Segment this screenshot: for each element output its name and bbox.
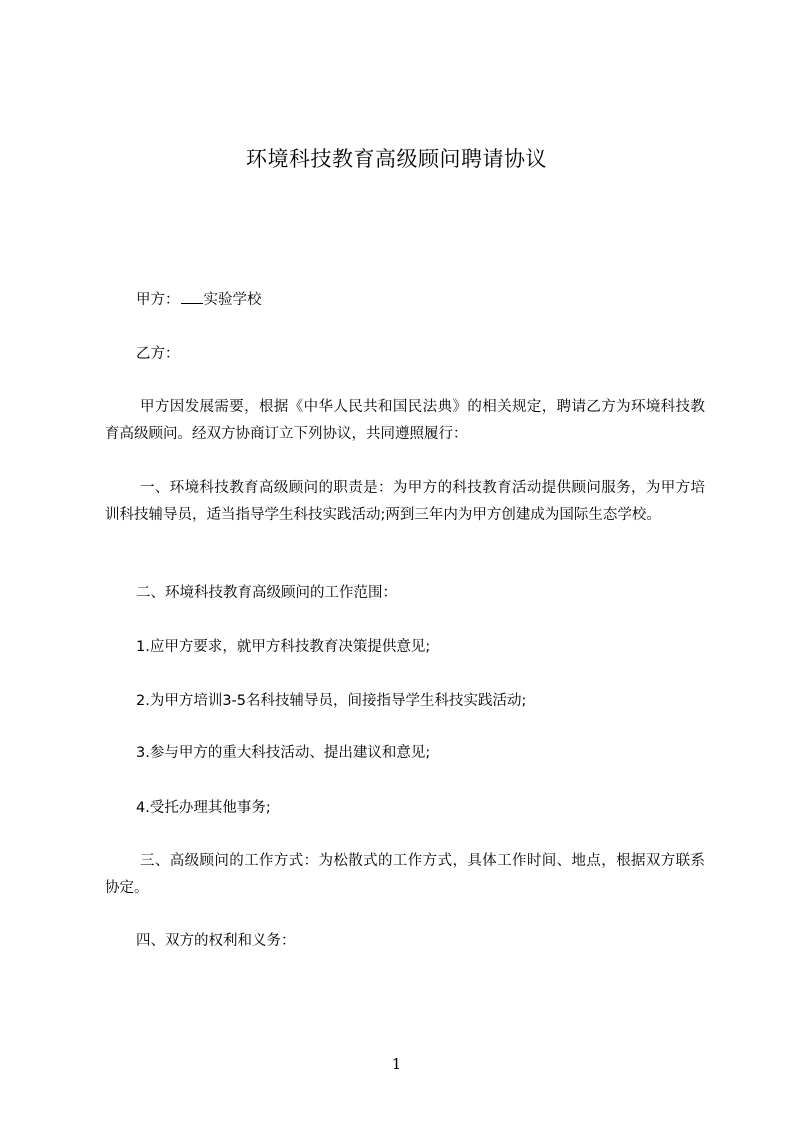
- scope-item-4: 4.受托办理其他事务;: [136, 800, 271, 816]
- article-2-heading: 二、环境科技教育高级顾问的工作范围：: [136, 585, 397, 601]
- party-a-line: [105, 287, 705, 314]
- fill-in-blank: [181, 289, 203, 304]
- party-b-line: 乙方：: [136, 346, 180, 362]
- intro-paragraph: 甲方因发展需要，根据《中华人民共和国民法典》的相关规定，聘请乙方为环境科技教育高级顾问。经双方协商订立下列协议，共同遵照履行：: [105, 399, 705, 442]
- article-1-paragraph: 一、环境科技教育高级顾问的职责是：为甲方的科技教育活动提供顾问服务，为甲方培训科技辅导员，适当指导学生科技实践活动;两到三年内为甲方创建成为国际生态学校。: [105, 480, 705, 523]
- article-4-heading: 四、双方的权利和义务：: [136, 933, 296, 949]
- scope-item-1: 1.应甲方要求，就甲方科技教育决策提供意见;: [136, 639, 431, 655]
- document-title: 环境科技教育高级顾问聘请协议: [246, 147, 547, 171]
- scope-item-2: 2.为甲方培训3-5名科技辅导员，间接指导学生科技实践活动;: [136, 693, 527, 709]
- scope-item-3: 3.参与甲方的重大科技活动、提出建议和意见;: [136, 745, 431, 761]
- party-a-name: 实验学校: [203, 292, 262, 308]
- page-number: 1: [391, 1055, 402, 1073]
- article-3-paragraph: 三、高级顾问的工作方式：为松散式的工作方式，具体工作时间、地点，根据双方联系协定。: [105, 853, 705, 896]
- party-a-label: 甲方：: [136, 292, 180, 308]
